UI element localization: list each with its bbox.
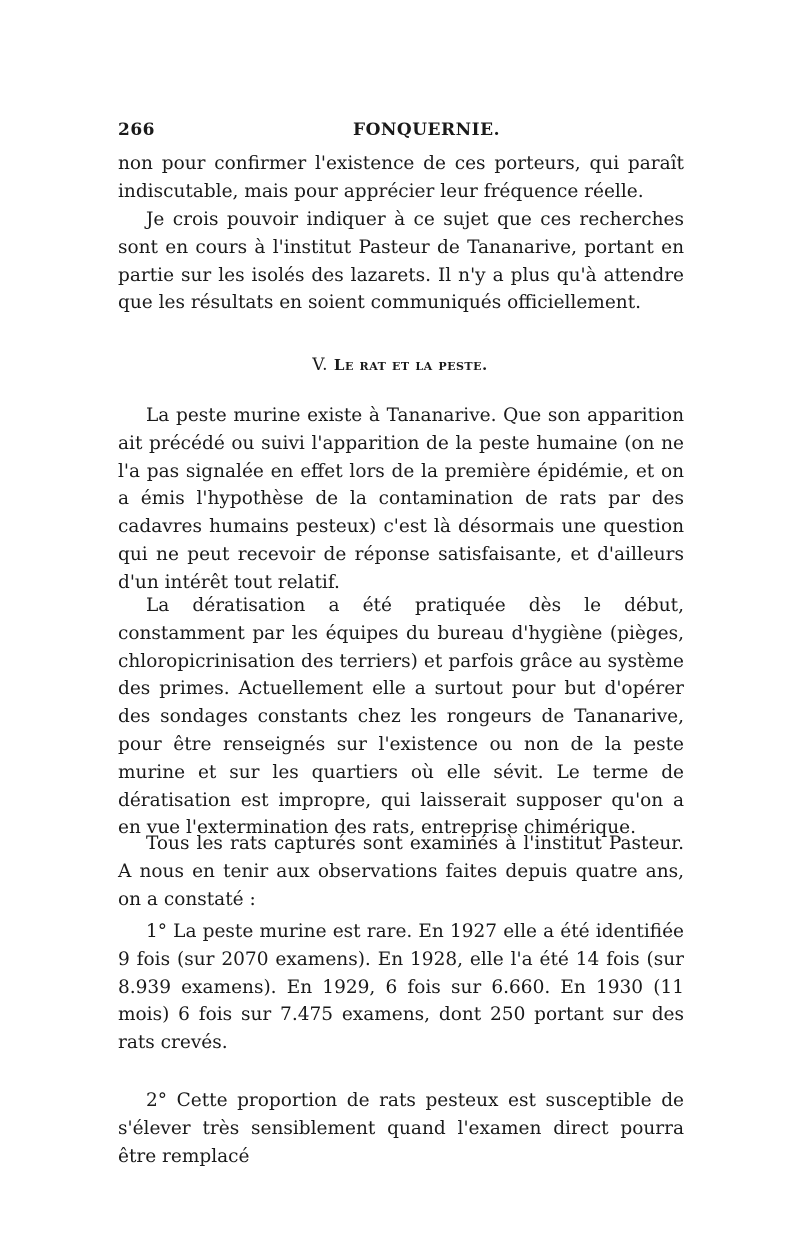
page-number: 266 [118, 120, 155, 140]
running-title: FONQUERNIE. [353, 120, 501, 140]
paragraph-peste-murine: La peste murine existe à Tananarive. Que son apparition ait précédé ou suivi l'apparition de la peste humaine (on ne l'a pas signalée en effet lors de la première épidémie, et on a émis l'hypothèse de la contamination de rats par des cadavres humains pesteux) c'est là désormais une question qui ne peut recevoir de réponse satisfaisante, et d'ailleurs d'un intérêt tout relatif. [118, 405, 684, 593]
paragraph-proportion: 2° Cette proportion de rats pesteux est susceptible de s'élever très sensiblement quand l'examen direct pourra être remplacé [118, 1090, 684, 1167]
paragraph-institut-pasteur: Je crois pouvoir indiquer à ce sujet que ces recherches sont en cours à l'institut Pasteur de Tananarive, portant en partie sur les isolés des lazarets. Il n'y a plus qu'à attendre que les résultats en soient communiqués officiellement. [118, 209, 684, 314]
paragraph-statistiques: 1° La peste murine est rare. En 1927 elle a été identifiée 9 fois (sur 2070 examens). En 1928, elle l'a été 14 fois (sur 8.939 examens). En 1929, 6 fois sur 6.660. En 1930 (11 mois) 6 fois sur 7.475 examens, dont 250 portant sur des rats crevés. [118, 921, 684, 1054]
paragraph-rats-captures: Tous les rats capturés sont examinés à l'institut Pasteur. A nous en tenir aux observations faites depuis quatre ans, on a constaté : [118, 833, 684, 910]
paragraph-continuation: non pour confirmer l'existence de ces porteurs, qui paraît indiscutable, mais pour apprécier leur fréquence réelle. [118, 153, 684, 202]
section-title: Le rat et la peste. [333, 356, 488, 374]
paragraph-deratisation: La dératisation a été pratiquée dès le début, constamment par les équipes du bureau d'hygiène (pièges, chloropicrinisation des terriers) et parfois grâce au système des primes. Actuellement elle a surtout pour but d'opérer des sondages constants chez les rongeurs de Tananarive, pour être renseignés sur l'existence ou non de la peste murine et sur les quartiers où elle sévit. Le terme de dératisation est impropre, qui laisserait supposer qu'on a en vue l'extermination des rats, entreprise chimérique. [118, 595, 684, 839]
section-number: V. [312, 355, 328, 375]
section-heading [0, 355, 800, 375]
